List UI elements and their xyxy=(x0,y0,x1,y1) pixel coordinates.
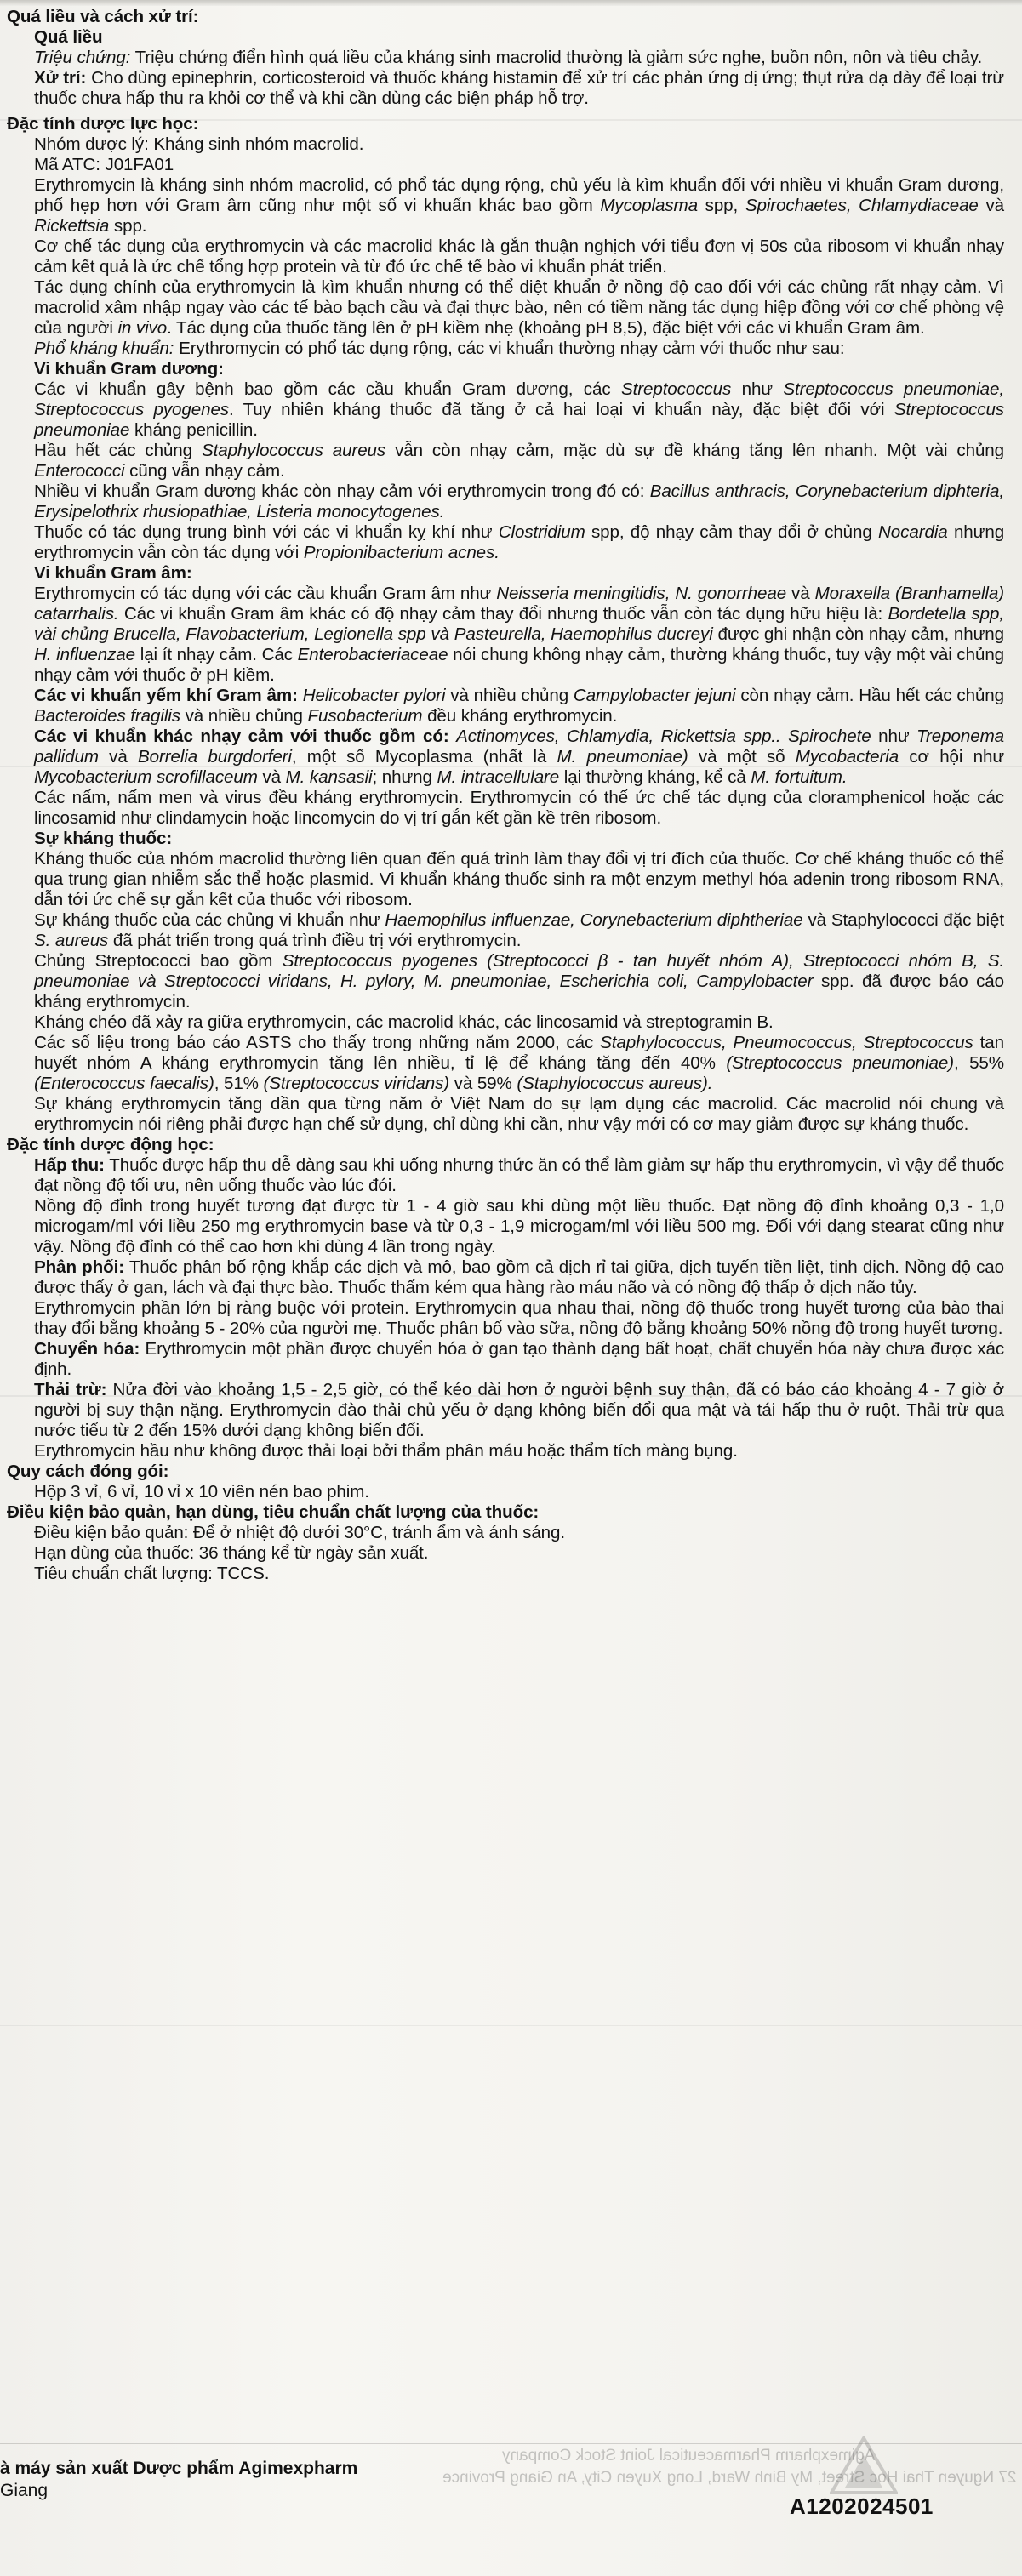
shelf-life: Hạn dùng của thuốc: 36 tháng kể từ ngày sản xuất. xyxy=(34,1543,429,1563)
paragraph: Triệu chứng: Triệu chứng điển hình quá liều của kháng sinh macrolid thường là giảm sức nghe, buồn nôn, nôn và tiêu chảy. xyxy=(34,48,983,67)
paragraph: Kháng thuốc của nhóm macrolid thường liên quan đến quá trình làm thay đổi vị trí đích của thuốc. Cơ chế kháng thuốc có thể qua trung gian nhiễm sắc thể hoặc plasmid. Vi khuẩn kháng thuốc sinh ra một enzym methyl hóa adenin trong ribosom RNA, dẫn tới ức chế sự gắn kết của thuốc với ribosom. xyxy=(34,849,1004,909)
paragraph: Nồng độ đỉnh trong huyết tương đạt được từ 1 - 4 giờ sau khi dùng một liều thuốc. Đạt nồng độ đỉnh khoảng 0,3 - 1,0 microgam/ml với liều 250 mg erythromycin base và từ 0,3 - 1,9 microgam/ml với liều 500 mg. Đối với dạng stearat cũng như vậy. Nồng độ đỉnh có thể cao hơn khi dùng 4 lần trong ngày. xyxy=(34,1196,1004,1257)
paragraph: Các số liệu trong báo cáo ASTS cho thấy trong những năm 2000, các Staphylococcus, Pneumococcus, Streptococcus tan huyết nhóm A kháng erythromycin tăng lên nhiều, tỉ lệ để kháng tăng đến 40% (Streptococcus pneumoniae), 55% (Enterococcus faecalis), 51% (Streptococcus viridans) và 59% (Staphylococcus aureus). xyxy=(34,1033,1004,1093)
paragraph: Hấp thu: Thuốc được hấp thu dễ dàng sau khi uống nhưng thức ăn có thể làm giảm sự hấp thu erythromycin, vì vậy để thuốc đạt nồng độ tối ưu, nên uống thuốc vào lúc đói. xyxy=(34,1155,1005,1195)
leaflet-text xyxy=(7,7,1004,1584)
paragraph: Erythromycin hầu như không được thải loại bởi thẩm phân máu hoặc thẩm tích màng bụng. xyxy=(34,1441,738,1461)
section-pharmacokinetics-title: Đặc tính dược động học: xyxy=(7,1135,214,1154)
paragraph: Erythromycin phần lớn bị ràng buộc với protein. Erythromycin qua nhau thai, nồng độ thuốc trong huyết tương của bào thai thay đổi bằng khoảng 5 - 20% của người mẹ. Thuốc phân bố vào sữa, nồng độ bằng khoảng 50% nồng độ trong huyết tương. xyxy=(34,1298,1004,1338)
paragraph: Kháng chéo đã xảy ra giữa erythromycin, các macrolid khác, các lincosamid và streptogramin B. xyxy=(34,1012,774,1032)
section-packaging-title: Quy cách đóng gói: xyxy=(7,1462,169,1481)
drug-group: Nhóm dược lý: Kháng sinh nhóm macrolid. xyxy=(34,134,364,154)
manufacturer-footer xyxy=(0,2447,1022,2576)
paragraph: Chủng Streptococci bao gồm Streptococcus pyogenes (Streptococci β - tan huyết nhóm A), Streptococci nhóm B, S. pneumoniae và Streptococci viridans, H. pylory, M. pneumoniae, Escherichia coli, Campylobacter spp. đã được báo cáo kháng erythromycin. xyxy=(34,951,1005,1012)
packaging-text: Hộp 3 vỉ, 6 vỉ, 10 vỉ x 10 viên nén bao phim. xyxy=(34,1482,369,1502)
document-code: A1202024501 xyxy=(790,2493,934,2519)
paragraph: Thải trừ: Nửa đời vào khoảng 1,5 - 2,5 giờ, có thể kéo dài hơn ở người bệnh suy thận, đã có báo cáo khoảng 4 - 7 giờ ở người bị suy thận nặng. Erythromycin đào thải chủ yếu ở dạng không biến đổi qua mật và tái hấp thu ở ruột. Thải trừ qua nước tiểu từ 2 đến 15% dưới dạng không biến đổi. xyxy=(34,1380,1004,1440)
paragraph: Phân phối: Thuốc phân bố rộng khắp các dịch và mô, bao gồm cả dịch rỉ tai giữa, dịch tuyến tiền liệt, tinh dịch. Nồng độ cao được thấy ở gan, lách và đại thực bào. Thuốc thấm kém qua hàng rào máu não và có nồng độ thấp ở dịch não tủy. xyxy=(34,1257,1005,1297)
show-through-text: Agimexpharm Pharmaceutical Joint Stock Company xyxy=(502,2447,876,2465)
paragraph: Xử trí: Cho dùng epinephrin, corticosteroid và thuốc kháng histamin để xử trí các phản ứng dị ứng; thụt rửa dạ dày để loại trừ thuốc chưa hấp thu ra khỏi cơ thể và khi cần dùng các biện pháp hỗ trợ. xyxy=(34,68,1004,108)
paragraph: Thuốc có tác dụng trung bình với các vi khuẩn kỵ khí như Clostridium spp, độ nhạy cảm thay đổi ở chủng Nocardia nhưng erythromycin vẫn còn tác dụng với Propionibacterium acnes. xyxy=(34,522,1005,562)
subsection-overdose: Quá liều xyxy=(34,27,103,47)
paragraph: Hầu hết các chủng Staphylococcus aureus vẫn còn nhạy cảm, mặc dù sự đề kháng tăng lên nhanh. Một vài chủng Enterococci cũng vẫn nhạy cảm. xyxy=(34,441,1005,481)
paragraph: Các nấm, nấm men và virus đều kháng erythromycin. Erythromycin có thể ức chế tác dụng của cloramphenicol hoặc các lincosamid như clindamycin hoặc lincomycin do vị trí gắn kết gần kề trên ribosom. xyxy=(34,788,1004,828)
gram-negative-title: Vi khuẩn Gram âm: xyxy=(34,563,192,583)
manufacturer-province: Giang xyxy=(0,2481,49,2500)
gram-positive-title: Vi khuẩn Gram dương: xyxy=(34,359,224,379)
paragraph: Nhiều vi khuẩn Gram dương khác còn nhạy cảm với erythromycin trong đó có: Bacillus anthracis, Corynebacterium diphteria, Erysipelothrix rhusiopathiae, Listeria monocytogenes. xyxy=(34,482,1004,521)
quality-standard: Tiêu chuẩn chất lượng: TCCS. xyxy=(34,1564,270,1583)
manufacturer-name: à máy sản xuất Dược phẩm Agimexpharm xyxy=(0,2459,358,2478)
bleed-line xyxy=(0,2025,1022,2026)
paragraph: Các vi khuẩn khác nhạy cảm với thuốc gồm có: Actinomyces, Chlamydia, Rickettsia spp.. Spirochete như Treponema pallidum và Borrelia burgdorferi, một số Mycoplasma (nhất là M. pneumoniae) và một số Mycobacteria cơ hội như Mycobacterium scrofillaceum và M. kansasii; nhưng M. intracellulare lại thường kháng, kể cả M. fortuitum. xyxy=(34,727,1005,787)
paragraph: Cơ chế tác dụng của erythromycin và các macrolid khác là gắn thuận nghịch với tiểu đơn vị 50s của ribosom vi khuẩn nhạy cảm kết quả là ức chế tổng hợp protein và từ đó ức chế tế bào vi khuẩn phát triển. xyxy=(34,237,1004,276)
paragraph: Các vi khuẩn gây bệnh bao gồm các cầu khuẩn Gram dương, các Streptococcus như Streptococcus pneumoniae, Streptococcus pyogenes. Tuy nhiên kháng thuốc đã tăng ở cả hai loại vi khuẩn này, đặc biệt đối với Streptococcus pneumoniae kháng penicillin. xyxy=(34,379,1005,440)
storage-conditions: Điều kiện bảo quản: Để ở nhiệt độ dưới 30°C, tránh ẩm và ánh sáng. xyxy=(34,1523,566,1542)
paragraph: Các vi khuẩn yếm khí Gram âm: Helicobacter pylori và nhiều chủng Campylobacter jejuni còn nhạy cảm. Hầu hết các chủng Bacteroides fragilis và nhiều chủng Fusobacterium đều kháng erythromycin. xyxy=(34,686,1004,726)
paragraph: Sự kháng thuốc của các chủng vi khuẩn như Haemophilus influenzae, Corynebacterium diphtheriae và Staphylococci đặc biệt S. aureus đã phát triển trong quá trình điều trị với erythromycin. xyxy=(34,910,1004,950)
section-overdose-title: Quá liều và cách xử trí: xyxy=(7,7,199,26)
show-through-text: 27 Nguyen Thai Hoc Street, My Binh Ward, Long Xuyen City, An Giang Province xyxy=(442,2469,1017,2487)
top-cut-edge xyxy=(0,0,1022,6)
resistance-title: Sự kháng thuốc: xyxy=(34,829,173,848)
section-storage-title: Điều kiện bảo quản, hạn dùng, tiêu chuẩn chất lượng của thuốc: xyxy=(7,1502,540,1522)
paragraph: Chuyển hóa: Erythromycin một phần được chuyển hóa ở gan tạo thành dạng bất hoạt, chất chuyển hóa này chưa được xác định. xyxy=(34,1339,1005,1379)
paragraph: Phổ kháng khuẩn: Erythromycin có phổ tác dụng rộng, các vi khuẩn thường nhạy cảm với thuốc như sau: xyxy=(34,339,845,358)
paragraph: Sự kháng erythromycin tăng dần qua từng năm ở Việt Nam do sự lạm dụng các macrolid. Các macrolid nói chung và erythromycin nói riêng phải được hạn chế sử dụng, chỉ dùng khi cần, như vậy mới có cơ may giảm được sự kháng thuốc. xyxy=(34,1094,1004,1134)
paragraph: Erythromycin có tác dụng với các cầu khuẩn Gram âm như Neisseria meningitidis, N. gonorrheae và Moraxella (Branhamella) catarrhalis. Các vi khuẩn Gram âm khác có độ nhạy cảm thay đổi nhưng thuốc vẫn còn tác dụng hữu hiệu là: Bordetella spp, vài chủng Brucella, Flavobacterium, Legionella spp và Pasteurella, Haemophilus ducreyi được ghi nhận còn nhạy cảm, nhưng H. influenzae lại ít nhạy cảm. Các Enterobacteriaceae nói chung không nhạy cảm, thường kháng thuốc, tuy vậy một vài chủng nhạy cảm với thuốc ở pH kiềm. xyxy=(34,584,1005,685)
section-pharmacodynamics-title: Đặc tính dược lực học: xyxy=(7,114,199,134)
paragraph: Erythromycin là kháng sinh nhóm macrolid, có phổ tác dụng rộng, chủ yếu là kìm khuẩn đối với nhiều vi khuẩn Gram dương, phổ hẹp hơn với Gram âm cũng như một số vi khuẩn khác bao gồm Mycoplasma spp, Spirochaetes, Chlamydiaceae và Rickettsia spp. xyxy=(34,175,1005,236)
atc-code: Mã ATC: J01FA01 xyxy=(34,155,174,174)
paragraph: Tác dụng chính của erythromycin là kìm khuẩn nhưng có thể diệt khuẩn ở nồng độ cao đối với các chủng rất nhạy cảm. Vì macrolid xâm nhập ngay vào các tế bào bạch cầu và đại thực bào, nên có tiềm năng tác dụng hiệp đồng với cơ chế phòng vệ của người in vivo. Tác dụng của thuốc tăng lên ở pH kiềm nhẹ (khoảng pH 8,5), đặc biệt với các vi khuẩn Gram âm. xyxy=(34,277,1004,338)
